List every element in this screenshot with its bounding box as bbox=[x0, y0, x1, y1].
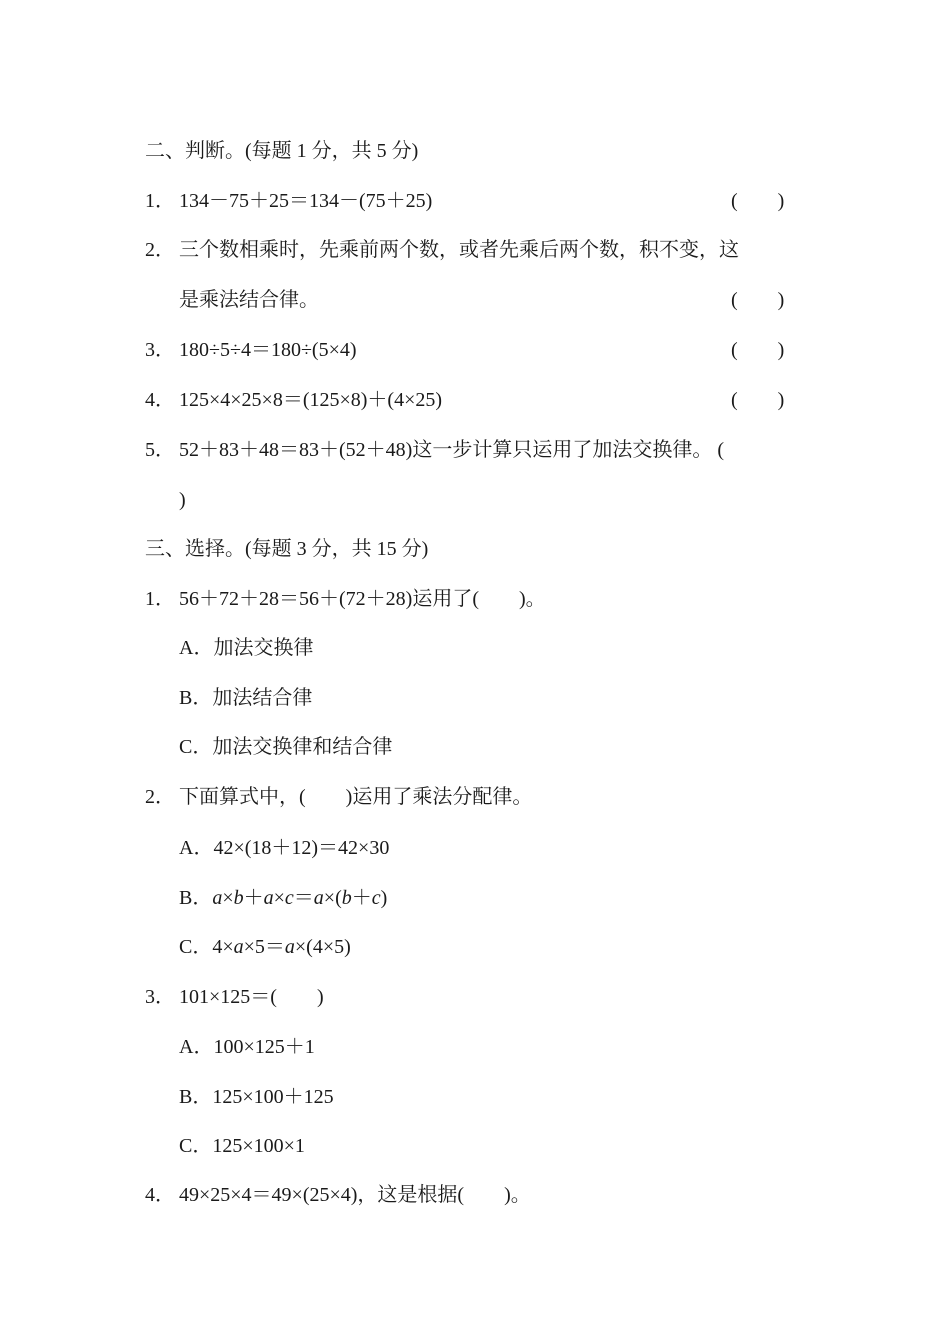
item-text: 52＋83＋48＝83＋(52＋48)这一步计算只运用了加法交换律。 ( bbox=[179, 439, 724, 461]
question-text: 56＋72＋28＝56＋(72＋28)运用了( )。 bbox=[179, 588, 546, 610]
var: c bbox=[284, 887, 294, 909]
item-text: 180÷5÷4＝180÷(5×4) bbox=[179, 339, 357, 361]
item-number: 3． bbox=[145, 339, 175, 361]
op: 4× bbox=[212, 936, 234, 958]
op: ×5＝ bbox=[243, 936, 285, 958]
choice-question-4 bbox=[145, 1181, 531, 1209]
item-number: 3． bbox=[145, 986, 175, 1008]
option-c[interactable]: C．125×100×1 bbox=[179, 1135, 305, 1157]
var: a bbox=[313, 887, 324, 909]
question-text: 49×25×4＝49×(25×4)，这是根据( )。 bbox=[179, 1184, 531, 1206]
option-b[interactable]: B．125×100＋125 bbox=[179, 1086, 334, 1108]
option-a[interactable]: A．42×(18＋12)＝42×30 bbox=[179, 837, 390, 859]
op: ×( bbox=[323, 887, 342, 909]
item-number: 1． bbox=[145, 588, 175, 610]
op: ＋ bbox=[243, 887, 264, 909]
op: ×(4×5) bbox=[294, 936, 351, 958]
item-number: 2． bbox=[145, 786, 175, 808]
item-number: 1． bbox=[145, 190, 175, 212]
var: a bbox=[233, 936, 244, 958]
option-c[interactable]: C．加法交换律和结合律 bbox=[179, 736, 393, 758]
choice-question-2 bbox=[145, 783, 532, 811]
option-a[interactable]: A．加法交换律 bbox=[179, 637, 314, 659]
var: b bbox=[341, 887, 352, 909]
option-label: C． bbox=[179, 936, 213, 958]
var: b bbox=[233, 887, 244, 909]
question-text: 下面算式中，( )运用了乘法分配律。 bbox=[179, 786, 533, 808]
item-number: 2． bbox=[145, 239, 175, 261]
option-a[interactable]: A．100×125＋1 bbox=[179, 1036, 315, 1058]
option-label: B． bbox=[179, 887, 213, 909]
option-c[interactable] bbox=[179, 933, 351, 961]
var: a bbox=[263, 887, 274, 909]
item-number: 5． bbox=[145, 439, 175, 461]
answer-blank-3[interactable]: ( ) bbox=[731, 339, 785, 361]
question-text: 101×125＝( ) bbox=[179, 986, 324, 1008]
var: a bbox=[212, 887, 223, 909]
var: c bbox=[371, 887, 381, 909]
op: × bbox=[273, 887, 285, 909]
answer-blank-1[interactable]: ( ) bbox=[731, 190, 785, 212]
choice-question-1 bbox=[145, 585, 546, 613]
section3-heading: 三、选择。(每题 3 分，共 15 分) bbox=[145, 538, 429, 560]
item-text: 125×4×25×8＝(125×8)＋(4×25) bbox=[179, 389, 443, 411]
judge-item-2 bbox=[145, 236, 739, 264]
judge-item-3 bbox=[145, 336, 357, 364]
var: a bbox=[284, 936, 295, 958]
judge-item-1 bbox=[145, 187, 432, 215]
option-b[interactable] bbox=[179, 884, 387, 912]
op: ＋ bbox=[351, 887, 372, 909]
section2-heading: 二、判断。(每题 1 分，共 5 分) bbox=[145, 140, 419, 162]
item-text: 三个数相乘时，先乘前两个数，或者先乘后两个数，积不变，这 bbox=[179, 239, 739, 261]
op: ) bbox=[380, 887, 388, 909]
answer-blank-4[interactable]: ( ) bbox=[731, 389, 785, 411]
answer-blank-2[interactable]: ( ) bbox=[731, 289, 785, 311]
judge-item-5-cont: ) bbox=[179, 489, 186, 511]
option-b[interactable]: B．加法结合律 bbox=[179, 687, 313, 709]
item-text: 134－75＋25＝134－(75＋25) bbox=[179, 190, 433, 212]
op: ＝ bbox=[293, 887, 314, 909]
judge-item-5 bbox=[145, 436, 724, 464]
judge-item-2-cont: 是乘法结合律。 bbox=[179, 289, 319, 311]
op: × bbox=[222, 887, 234, 909]
item-number: 4． bbox=[145, 389, 175, 411]
judge-item-4 bbox=[145, 386, 442, 414]
item-number: 4． bbox=[145, 1184, 175, 1206]
choice-question-3 bbox=[145, 983, 324, 1011]
